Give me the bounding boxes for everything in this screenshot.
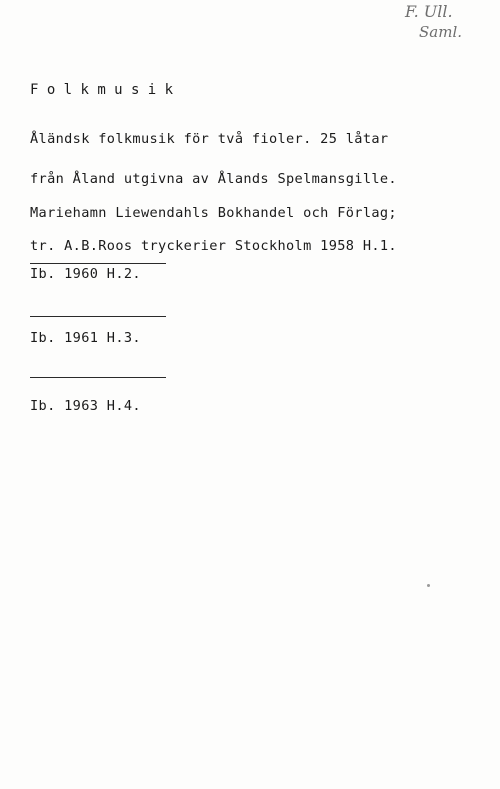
handwritten-note-line-1: F. Ull.	[405, 2, 453, 21]
handwritten-note-line-2: Saml.	[419, 23, 463, 41]
entry-line-4: tr. A.B.Roos tryckerier Stockholm 1958 H.1.	[30, 238, 397, 254]
separator-rule	[30, 316, 166, 317]
separator-rule	[30, 377, 166, 378]
entry-line-3: Mariehamn Liewendahls Bokhandel och Förlag;	[30, 205, 397, 221]
paper-speck	[427, 584, 430, 587]
volume-entry-2: Ib. 1961 H.3.	[30, 330, 141, 346]
entry-line-2: från Åland utgivna av Ålands Spelmansgille.	[30, 171, 397, 187]
separator-rule	[30, 263, 166, 264]
entry-line-1: Åländsk folkmusik för två fioler. 25 låtar	[30, 131, 389, 147]
volume-entry-1: Ib. 1960 H.2.	[30, 266, 141, 282]
card-heading: Folkmusik	[30, 82, 182, 98]
volume-entry-3: Ib. 1963 H.4.	[30, 398, 141, 414]
handwritten-note	[405, 2, 462, 42]
